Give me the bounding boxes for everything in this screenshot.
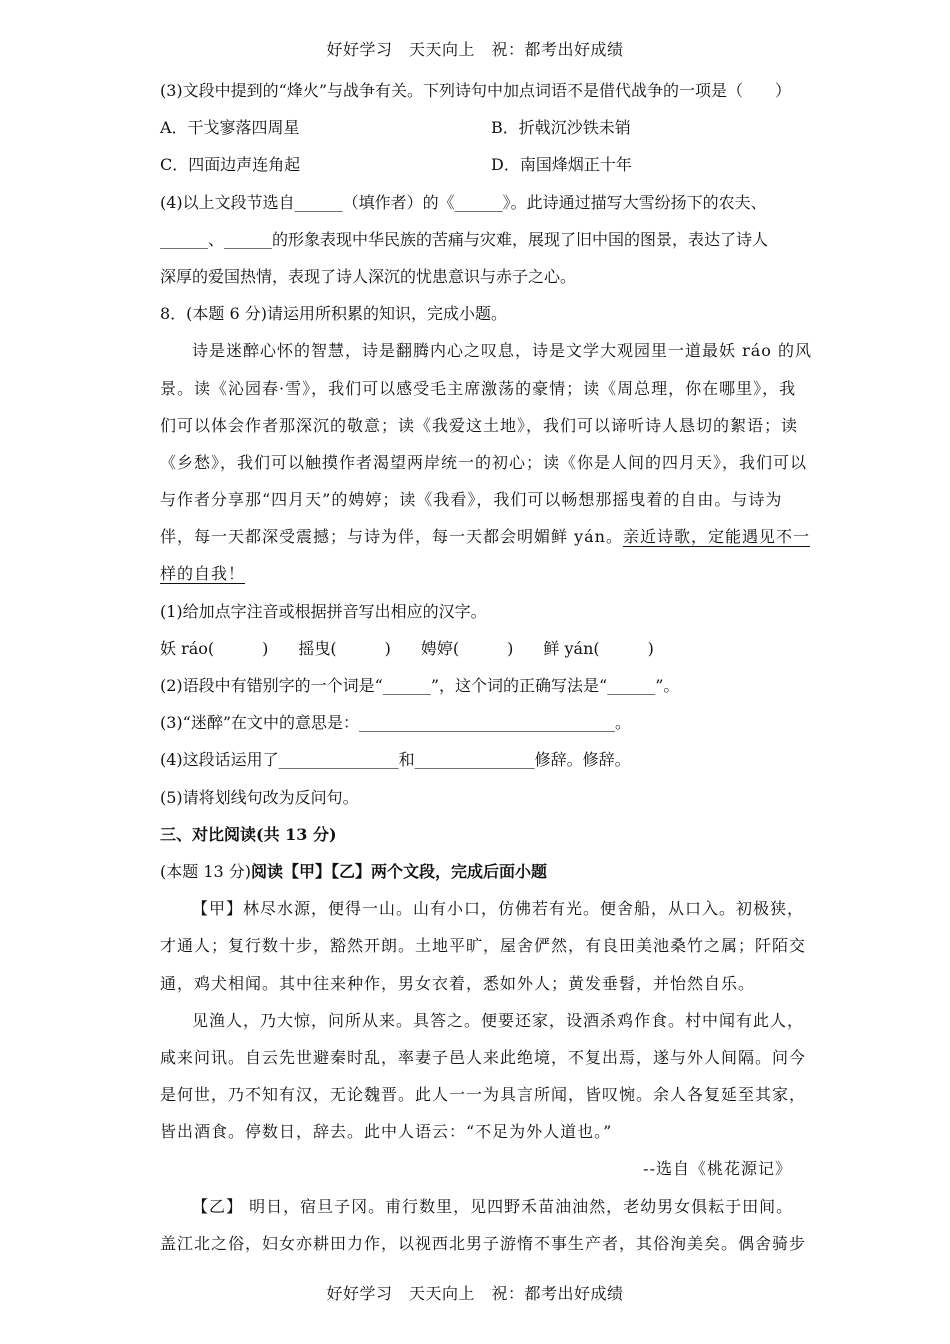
q8-pinyin-item: 摇曳( ) [298, 638, 391, 658]
q8-sub4: (4)这段话运用了_______________和_______________修辞。修辞。 [160, 750, 631, 770]
page-header: 好好学习 天天向上 祝：都考出好成绩 [326, 40, 624, 59]
q8-pinyin-item: 妖 ráo( ) [160, 638, 269, 658]
page-footer: 好好学习 天天向上 祝：都考出好成绩 [326, 1284, 624, 1303]
q8-pinyin-item: 娉婷( ) [420, 638, 514, 658]
q8-passage-line: 景。读《沁园春·雪》，我们可以感受毛主席激荡的豪情；读《周总理，你在哪里》，我 [160, 378, 797, 398]
page-content [160, 78, 812, 1268]
q7-option-a: A．干戈寥落四周星 [160, 118, 300, 138]
jia-passage-line: 是何世，乃不知有汉，无论魏晋。此人一一为具言所闻，皆叹惋。余人各复延至其家， [160, 1085, 807, 1105]
q7-sub4-line-2: ______、______的形象表现中华民族的苦痛与灾难，展现了旧中国的图景，表达了诗人 [160, 229, 769, 249]
q8-sub1: (1)给加点字注音或根据拼音写出相应的汉字。 [160, 601, 487, 621]
jia-passage-line: 见渔人，乃大惊，问所从来。具答之。便要还家，设酒杀鸡作食。村中闻有此人， [192, 1010, 805, 1030]
yi-passage-line: 盖江北之俗，妇女亦耕田力作，以视西北男子游惰不事生产者，其俗洵美矣。偶舍骑步 [160, 1233, 807, 1253]
q8-passage-text: 伴，每一天都深受震撼；与诗为伴，每一天都会明媚鲜 yán。 [160, 527, 623, 547]
q8-sub3: (3)“迷醉”在文中的意思是：________________________________。 [160, 713, 632, 733]
q8-title: 8．(本题 6 分)请运用所积累的知识，完成小题。 [160, 304, 508, 324]
q7-options-row-1 [160, 115, 792, 152]
q7-sub4-line-1: (4)以上文段节选自______（填作者）的《______》。此诗通过描写大雪纷扬下的农夫、 [160, 192, 767, 212]
jia-passage-line: 通，鸡犬相闻。其中往来种作，男女衣着，悉如外人；黄发垂髫，并怡然自乐。 [160, 973, 756, 993]
yi-passage-line: 【乙】 明日，宿旦子冈。甫行数里，见四野禾苗油油然，老幼男女俱耘于田间。 [192, 1196, 794, 1216]
q7-option-b: B．折戟沉沙铁未销 [491, 118, 631, 138]
q7-option-d: D．南国烽烟正十年 [491, 155, 632, 175]
section3-intro-instruction: 阅读【甲】【乙】两个文段，完成后面小题 [251, 861, 548, 881]
q8-underlined-sentence-end: 样的自我！ [160, 564, 246, 584]
q8-sub5: (5)请将划线句改为反问句。 [160, 787, 359, 807]
q7-sub3-stem: (3)文段中提到的“烽火”与战争有关。下列诗句中加点词语不是借代战争的一项是（ ） [160, 81, 792, 100]
q8-sub2: (2)语段中有错别字的一个词是“______”，这个词的正确写法是“______”。 [160, 676, 680, 695]
section3-intro [160, 859, 792, 896]
jia-passage-line: 才通人；复行数十步，豁然开朗。土地平旷，屋舍俨然，有良田美池桑竹之属；阡陌交 [160, 936, 807, 956]
q7-option-c: C．四面边声连角起 [160, 155, 301, 175]
q8-passage-line: 与作者分享那“四月天”的娉婷；读《我看》，我们可以畅想那摇曳着的自由。与诗为 [160, 490, 783, 510]
q7-options-row-2 [160, 152, 792, 189]
q7-sub4-line-3: 深厚的爱国热情，表现了诗人深沉的忧患意识与赤子之心。 [160, 266, 577, 286]
q8-passage-line: 诗是迷醉心怀的智慧，诗是翻腾内心之叹息，诗是文学大观园里一道最妖 ráo 的风 [192, 341, 812, 361]
jia-source: --选自《桃花源记》 [643, 1159, 792, 1179]
jia-passage-line: 【甲】林尽水源，便得一山。山有小口，仿佛若有光。便舍船，从口入。初极狭， [192, 899, 805, 919]
q8-underlined-sentence: 亲近诗歌，定能遇见不一 [622, 527, 810, 547]
section3-intro-score: (本题 13 分) [160, 861, 252, 881]
jia-passage-line: 咸来问讯。自云先世避秦时乱，率妻子邑人来此绝境，不复出焉，遂与外人间隔。问今 [160, 1047, 807, 1067]
q8-passage-line: 们可以体会作者那深沉的敬意；读《我爱这土地》，我们可以谛听诗人恳切的絮语；读 [160, 415, 799, 435]
q8-pinyin-row [160, 636, 792, 673]
q8-passage-line-6 [160, 524, 810, 561]
section3-title: 三、对比阅读(共 13 分) [160, 824, 337, 844]
jia-passage-line: 皆出酒食。停数日，辞去。此中人语云：“不足为外人道也。” [160, 1122, 613, 1142]
q8-passage-line: 《乡愁》，我们可以触摸作者渴望两岸统一的初心；读《你是人间的四月天》，我们可以 [160, 452, 808, 472]
q8-pinyin-item: 鲜 yán( ) [543, 638, 654, 658]
q8-passage-line-7 [160, 561, 792, 598]
